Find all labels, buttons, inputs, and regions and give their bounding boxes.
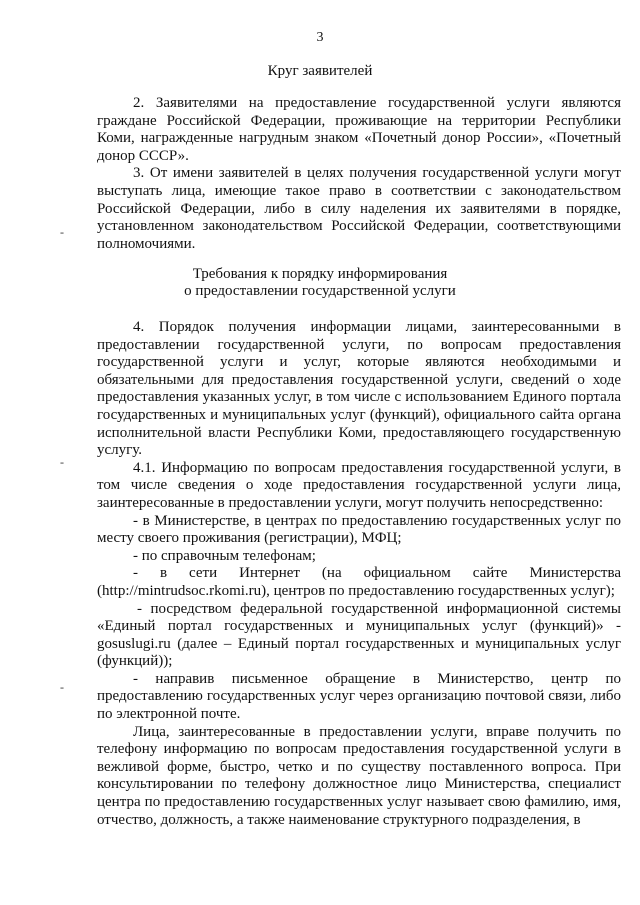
list-item: - в сети Интернет (на официальном сайте Министерства (http://mintrudsoc.rkomi.ru), центров по предоставлению государственных услуг);: [97, 565, 621, 599]
paragraph: Лица, заинтересованные в предоставлении услуги, вправе получить по телефону информацию по вопросам предоставления государственной услуги в вежливой форме, быстро, четко и по существу поставленного вопроса. При консультировании по телефону должностное лицо Министерства, специалист центра по предоставлению государственных услуг называет свою фамилию, имя, отчество, должность, а также наименование структурного подразделения, в: [97, 723, 621, 828]
list-item: - посредством федеральной государственной информационной системы «Единый портал государственных и муниципальных услуг (функций)» - gosuslugi.ru (далее – Единый портал государственных и муниципальных услуг (функций));: [97, 600, 621, 670]
margin-mark: -: [60, 680, 64, 694]
heading-line: о предоставлении государственной услуги: [184, 283, 456, 299]
section-heading-requirements: [0, 266, 640, 300]
section-heading-applicants: Круг заявителей: [267, 63, 373, 79]
heading-line: Требования к порядку информирования: [192, 266, 448, 282]
paragraph: 4.1. Информацию по вопросам предоставления государственной услуги, в том числе сведения о ходе предоставления государственной услуги лица, заинтересованные в предоставлении услуги, могут получить непосредственно:: [97, 459, 621, 511]
paragraph: 2. Заявителями на предоставление государственной услуги являются граждане Российской Федерации, проживающие на территории Республики Коми, награжденные нагрудным знаком «Почетный донор России», «Почетный донор СССР».: [97, 95, 621, 164]
paragraph: 3. От имени заявителей в целях получения государственной услуги могут выступать лица, имеющие такое право в соответствии с законодательством Российской Федерации, либо в силу наделения их заявителями в порядке, установленном законодательством Российской Федерации, соответствующими полномочиями.: [97, 165, 621, 252]
margin-mark: -: [60, 225, 64, 239]
section-body-applicants: [97, 95, 621, 253]
list-item: - в Министерстве, в центрах по предоставлению государственных услуг по месту своего проживания (регистрации), МФЦ;: [97, 512, 621, 547]
margin-mark: -: [60, 455, 64, 469]
list-item: - по справочным телефонам;: [133, 547, 316, 564]
page-number: 3: [316, 30, 324, 45]
list-item: - направив письменное обращение в Министерство, центр по предоставлению государственных услуг через организацию почтовой связи, либо по электронной почте.: [97, 670, 621, 723]
section-body-requirements: [97, 319, 621, 829]
paragraph: 4. Порядок получения информации лицами, заинтересованными в предоставлении государственной услуги, по вопросам предоставления государственной услуги и услуг, которые являются необходимыми и обязательными для предоставления государственной услуги, сведений о ходе предоставления указанных услуг, в том числе с использованием Единого портала государственных и муниципальных услуг (функций), официального сайта органа исполнительной власти Республики Коми, предоставляющего государственную услугу.: [97, 319, 621, 459]
